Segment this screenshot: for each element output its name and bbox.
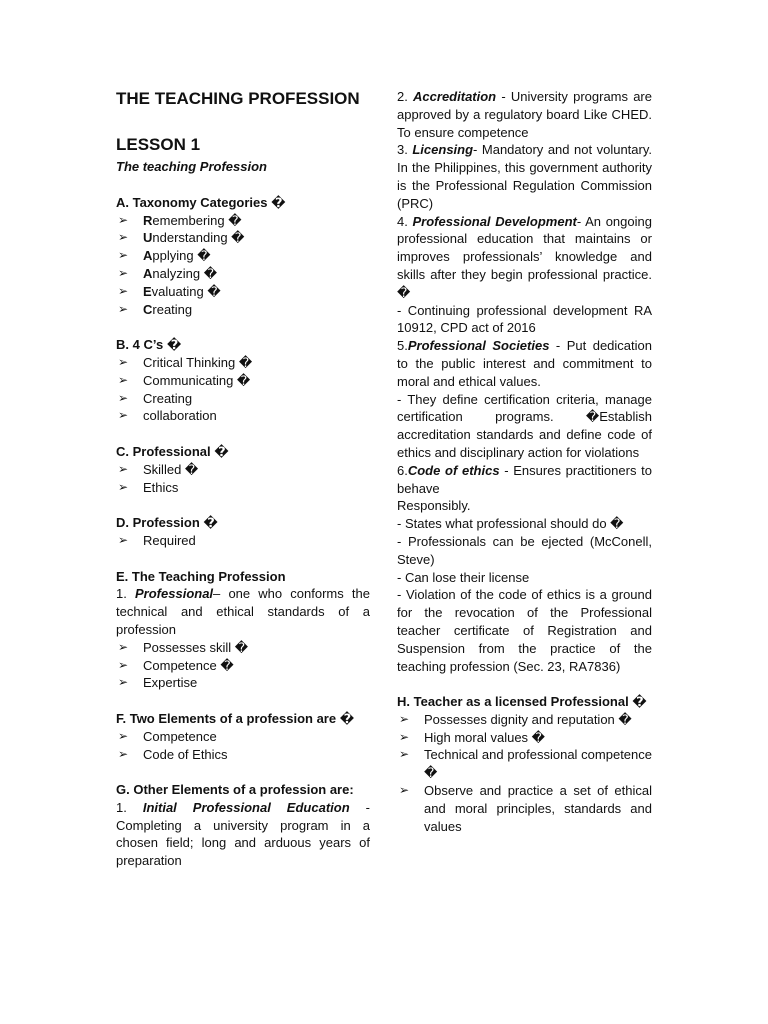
element-paragraph: 2. Accreditation - University programs are approved by a regulatory board Like CHED. To ensure competence (397, 89, 652, 140)
note-paragraph: - Violation of the code of ethics is a ground for the revocation of the Professional teacher certificate of Registration and Suspension from the practice of the teaching profession (Sec. 23, RA7836) (397, 587, 652, 674)
section-heading: A. Taxonomy Categories � (116, 194, 286, 210)
list-item: ➢ Creating (116, 301, 370, 319)
list-item: ➢ Required (116, 532, 370, 550)
section-licensed-professional (397, 693, 652, 835)
section-heading: E. The Teaching Profession (116, 568, 286, 584)
element-paragraph: 4. Professional Development- An ongoing professional education that maintains or improves professionals’ knowledge and skills after they begin professional practice. � (397, 213, 652, 300)
list-item: ➢ Competence (116, 728, 370, 746)
section-profession (116, 514, 370, 550)
element-paragraph: 5.Professional Societies - Put dedication to the public interest and commitment to moral and ethical values. (397, 338, 652, 389)
list-item: ➢ Creating (116, 390, 370, 408)
note-paragraph: - Continuing professional development RA 10912, CPD act of 2016 (397, 302, 652, 336)
list-item: ➢ Code of Ethics (116, 746, 370, 764)
taxonomy-list (116, 212, 370, 319)
professional-traits-list (116, 639, 370, 692)
document-title: THE TEACHING PROFESSION (116, 89, 360, 108)
section-heading: H. Teacher as a licensed Professional � (397, 694, 647, 710)
section-professional (116, 443, 370, 496)
list-item: ➢ Evaluating � (116, 283, 370, 301)
list-item: ➢ Possesses dignity and reputation � (397, 711, 652, 729)
element-paragraph: 6.Code of ethics - Ensures practitioners to behave (397, 462, 652, 496)
section-taxonomy (116, 194, 370, 319)
licensed-professional-list (397, 711, 652, 836)
list-item: ➢ High moral values � (397, 729, 652, 747)
section-heading: F. Two Elements of a profession are � (116, 710, 355, 726)
list-item: ➢ Possesses skill � (116, 639, 370, 657)
definition-paragraph: 1. Professional– one who conforms the technical and ethical standards of a profession (116, 586, 370, 637)
section-teaching-profession (116, 568, 370, 693)
list-item: ➢ Communicating � (116, 372, 370, 390)
note-paragraph: - They define certification criteria, manage certification programs. �Establish accreditation standards and define code of ethics and disciplinary action for violations (397, 391, 652, 460)
list-item: ➢ Competence � (116, 657, 370, 675)
section-two-elements (116, 710, 370, 763)
list-item: ➢ Skilled � (116, 461, 370, 479)
list-item: ➢ Remembering � (116, 212, 370, 230)
section-other-elements (116, 781, 370, 870)
two-elements-list (116, 728, 370, 764)
list-item: ➢ Observe and practice a set of ethical and moral principles, standards and values (397, 782, 652, 835)
section-heading: C. Professional � (116, 443, 229, 459)
profession-list (116, 532, 370, 550)
list-item: ➢ Analyzing � (116, 265, 370, 283)
lesson-heading: LESSON 1 (116, 135, 201, 154)
note-paragraph: - States what professional should do � (397, 516, 624, 532)
section-4cs (116, 336, 370, 425)
list-item: ➢ Understanding � (116, 229, 370, 247)
note-paragraph: Responsibly. (397, 498, 471, 514)
list-item: ➢ Ethics (116, 479, 370, 497)
note-paragraph: - Can lose their license (397, 569, 530, 585)
lesson-subtitle: The teaching Profession (116, 159, 267, 174)
element-paragraph: 1. Initial Professional Education - Completing a university program in a chosen field; long and arduous years of preparation (116, 799, 370, 869)
professional-list (116, 461, 370, 497)
list-item: ➢ Applying � (116, 247, 370, 265)
section-heading: D. Profession � (116, 515, 218, 531)
element-paragraph: 3. Licensing- Mandatory and not voluntary. In the Philippines, this government authority is the Professional Regulation Commission (PRC) (397, 142, 652, 211)
list-item: ➢ Technical and professional competence � (397, 746, 652, 782)
four-cs-list (116, 354, 370, 425)
section-heading: B. 4 C’s � (116, 337, 182, 353)
note-paragraph: - Professionals can be ejected (McConell, Steve) (397, 533, 652, 567)
list-item: ➢ Expertise (116, 674, 370, 692)
right-column (397, 88, 652, 853)
list-item: ➢ Critical Thinking � (116, 354, 370, 372)
section-heading: G. Other Elements of a profession are: (116, 782, 354, 798)
left-column (116, 88, 370, 888)
list-item: ➢ collaboration (116, 407, 370, 425)
